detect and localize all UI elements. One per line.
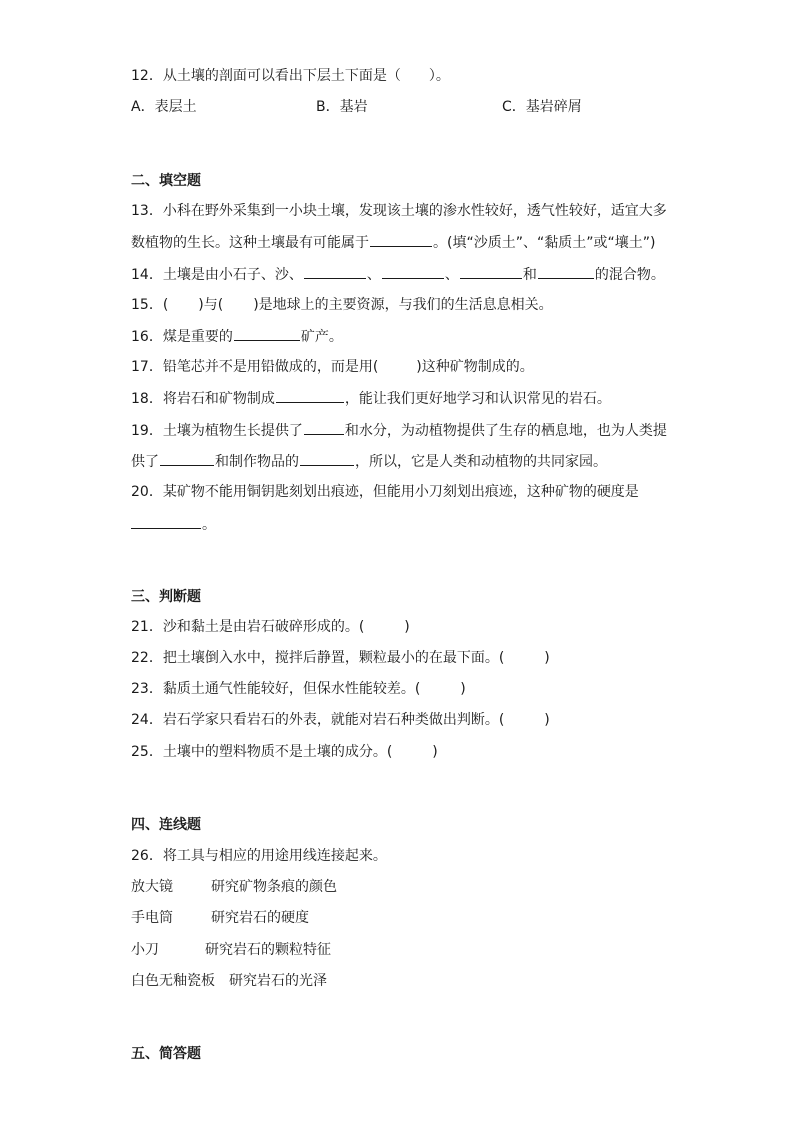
question-13-line-1: 13．小科在野外采集到一小块土壤，发现该土壤的渗水性较好，透气性较好，适宜大多 (131, 203, 667, 219)
question-14-text-c: 、 (444, 267, 459, 283)
question-15-text-a: 15．( (131, 297, 169, 313)
question-16-text-b: 矿产。 (300, 329, 343, 345)
match-tool-1[interactable]: 放大镜 (131, 879, 173, 895)
question-15 (131, 295, 553, 315)
question-14-blank-2[interactable] (382, 264, 444, 279)
question-20-line-2 (131, 514, 216, 535)
question-22-close-paren: ) (544, 650, 550, 666)
question-14-text-b: 、 (366, 267, 381, 283)
match-tool-2[interactable]: 手电筒 (131, 910, 173, 926)
question-16 (131, 326, 343, 347)
section-3-title: 三、判断题 (131, 589, 201, 605)
question-25-close-paren: ) (432, 744, 438, 760)
question-25-text: 25．土壤中的塑料物质不是土壤的成分。( (131, 744, 393, 760)
question-17-text-a: 17．铅笔芯并不是用铅做成的，而是用( (131, 359, 379, 375)
question-12-option-b: B．基岩 (316, 99, 368, 115)
question-16-text-a: 16．煤是重要的 (131, 329, 233, 345)
question-13-text-a: 数植物的生长。这种土壤最有可能属于 (131, 235, 369, 251)
question-19-text-e: ，所以，它是人类和动植物的共同家园。 (355, 454, 607, 470)
section-5-title: 五、简答题 (131, 1046, 201, 1062)
question-26-stem: 26．将工具与相应的用途用线连接起来。 (131, 848, 387, 864)
question-14-blank-3[interactable] (460, 264, 522, 279)
question-20-line-1: 20．某矿物不能用铜钥匙刻划出痕迹，但能用小刀刻划出痕迹，这种矿物的硬度是 (131, 484, 639, 500)
match-use-3[interactable]: 研究岩石的颗粒特征 (205, 942, 331, 958)
question-13-blank[interactable] (370, 232, 432, 247)
section-4-title: 四、连线题 (131, 817, 201, 833)
question-14-blank-1[interactable] (304, 264, 366, 279)
question-23-text: 23．黏质土通气性能较好，但保水性能较差。( (131, 681, 421, 697)
match-tool-3[interactable]: 小刀 (131, 942, 159, 958)
question-24-text: 24．岩石学家只看岩石的外表，就能对岩石种类做出判断。( (131, 712, 505, 728)
question-23 (131, 679, 466, 699)
question-20-text-end: 。 (202, 517, 216, 533)
question-14-text-e: 的混合物。 (594, 267, 665, 283)
question-19-blank-3[interactable] (300, 451, 354, 466)
question-12-option-c: C．基岩碎屑 (502, 99, 582, 115)
section-2-title: 二、填空题 (131, 173, 201, 189)
question-17-text-b: )这种矿物制成的。 (416, 359, 534, 375)
question-24-close-paren: ) (544, 712, 550, 728)
question-19-text-a: 19．土壤为植物生长提供了 (131, 423, 303, 439)
question-21 (131, 617, 410, 637)
question-18-text-a: 18．将岩石和矿物制成 (131, 391, 275, 407)
question-14-text-a: 14．土壤是由小石子、沙、 (131, 267, 303, 283)
question-23-close-paren: ) (460, 681, 466, 697)
question-12-option-a: A．表层土 (131, 99, 197, 115)
question-22 (131, 648, 550, 668)
question-18-blank[interactable] (276, 388, 344, 403)
match-tool-4[interactable]: 白色无釉瓷板 (131, 973, 215, 989)
question-19-line-2 (131, 451, 607, 472)
question-25 (131, 742, 438, 762)
question-14-blank-4[interactable] (538, 264, 594, 279)
question-19-line-1 (131, 420, 667, 441)
question-15-text-c: )是地球上的主要资源，与我们的生活息息相关。 (253, 297, 553, 313)
question-21-close-paren: ) (404, 619, 410, 635)
question-19-text-d: 和制作物品的 (215, 454, 299, 470)
question-19-text-b: 和水分，为动植物提供了生存的栖息地，也为人类提 (344, 423, 667, 439)
question-15-text-b: )与( (198, 297, 224, 313)
question-13-text-b: 。(填“沙质土”、“黏质土”或“壤土”) (433, 235, 656, 251)
question-19-blank-1[interactable] (304, 420, 344, 435)
question-14-text-d: 和 (522, 267, 537, 283)
question-20-blank[interactable] (131, 514, 201, 529)
question-18 (131, 388, 611, 409)
question-13-line-2 (131, 232, 655, 253)
question-12-stem: 12．从土壤的剖面可以看出下层土下面是（ ）。 (131, 68, 450, 84)
question-19-text-c: 供了 (131, 454, 159, 470)
question-21-text: 21．沙和黏土是由岩石破碎形成的。( (131, 619, 365, 635)
match-use-1[interactable]: 研究矿物条痕的颜色 (211, 879, 337, 895)
question-22-text: 22．把土壤倒入水中，搅拌后静置，颗粒最小的在最下面。( (131, 650, 505, 666)
question-24 (131, 710, 550, 730)
question-16-blank[interactable] (234, 326, 300, 341)
question-18-text-b: ，能让我们更好地学习和认识常见的岩石。 (344, 391, 611, 407)
question-19-blank-2[interactable] (160, 451, 214, 466)
question-17 (131, 357, 534, 377)
match-use-4[interactable]: 研究岩石的光泽 (229, 973, 327, 989)
match-use-2[interactable]: 研究岩石的硬度 (211, 910, 309, 926)
question-14 (131, 264, 665, 285)
